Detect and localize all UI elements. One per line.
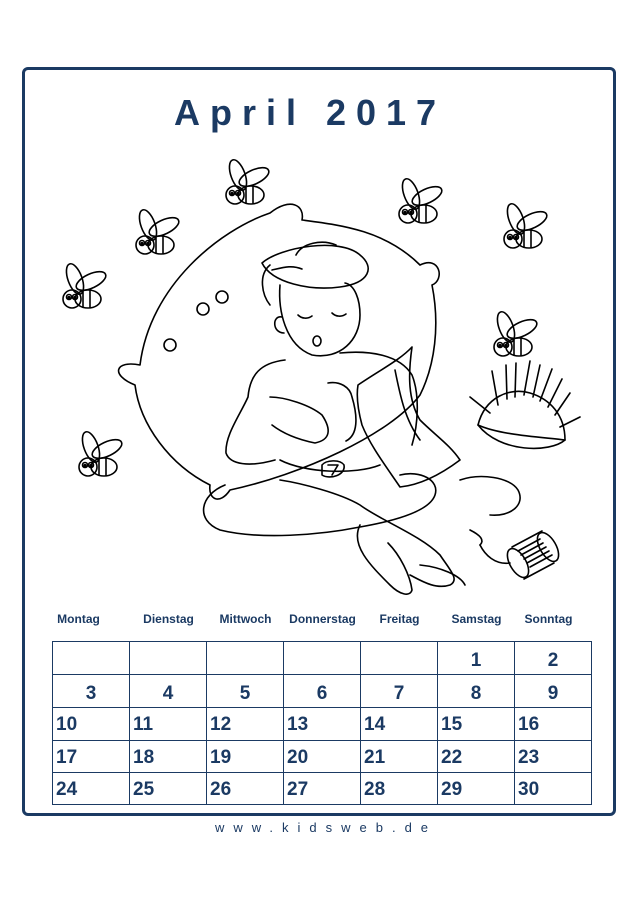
calendar-day-cell: [360, 772, 437, 805]
day-number: 24: [56, 779, 78, 800]
bee-icon: [226, 158, 272, 204]
calendar-day-cell: [437, 707, 514, 740]
day-number: 23: [518, 747, 540, 768]
day-number: 11: [133, 714, 154, 735]
bee-icon: [79, 430, 125, 476]
calendar-day-cell: [283, 772, 360, 805]
day-number: 28: [364, 779, 386, 800]
calendar-day-cell: [514, 772, 592, 805]
day-number: 29: [441, 779, 463, 800]
day-number: 17: [56, 747, 78, 768]
calendar-day-cell: [283, 740, 360, 772]
day-number: 14: [364, 714, 386, 735]
calendar-day-cell: [514, 674, 592, 707]
day-number: 9: [547, 683, 559, 704]
day-number: 5: [239, 683, 251, 704]
day-number: 19: [210, 747, 232, 768]
bee-icon: [399, 177, 445, 223]
calendar-day-cell: [206, 674, 283, 707]
page-title: April 2017: [173, 92, 447, 133]
day-number: 12: [210, 714, 232, 735]
bee-icon: [504, 202, 550, 248]
day-number: 10: [56, 714, 78, 735]
calendar-day-cell: [437, 641, 514, 674]
day-number: 6: [316, 683, 328, 704]
bee-icon: [494, 310, 540, 356]
calendar-day-cell: [437, 772, 514, 805]
website-footer: www.kidsweb.de: [214, 820, 438, 835]
weekday-label: Samstag: [451, 612, 502, 626]
calendar-day-cell: [52, 772, 129, 805]
weekday-label: Mittwoch: [219, 612, 272, 626]
calendar-grid: [52, 641, 592, 805]
day-number: 16: [518, 714, 540, 735]
weekday-label: Sonntag: [524, 612, 573, 626]
calendar-day-cell: [52, 740, 129, 772]
day-number: 25: [133, 779, 155, 800]
calendar-day-cell: [437, 740, 514, 772]
pincushion-icon: [470, 361, 580, 448]
calendar-day-cell: [514, 641, 592, 674]
day-number: 7: [393, 683, 405, 704]
day-number: 13: [287, 714, 309, 735]
calendar-day-cell: [129, 740, 206, 772]
calendar-day-cell: [52, 674, 129, 707]
calendar-day-cell: [360, 707, 437, 740]
day-number: 1: [470, 650, 482, 671]
day-number: 8: [470, 683, 482, 704]
bee-icon: [63, 262, 109, 308]
day-number: 20: [287, 747, 309, 768]
calendar-day-cell: [206, 707, 283, 740]
coloring-illustration: [40, 135, 600, 605]
sleeping-boy-illustration: [204, 242, 521, 594]
day-number: 4: [162, 683, 174, 704]
day-number: 27: [287, 779, 309, 800]
day-number: 21: [364, 747, 386, 768]
pillow-icon: [119, 204, 440, 499]
weekday-label: Donnerstag: [289, 612, 356, 626]
weekday-label: Montag: [57, 612, 100, 626]
calendar-day-cell: [206, 740, 283, 772]
weekday-header-row: [52, 612, 592, 632]
calendar-day-cell: [360, 641, 437, 674]
thread-spool-icon: [470, 529, 563, 581]
calendar-day-cell: [129, 641, 206, 674]
day-number: 2: [547, 650, 559, 671]
bee-icon: [136, 208, 182, 254]
calendar-day-cell: [129, 674, 206, 707]
calendar-day-cell: [283, 674, 360, 707]
calendar-day-cell: [514, 740, 592, 772]
day-number: 30: [518, 779, 540, 800]
day-number: 15: [441, 714, 463, 735]
calendar-day-cell: [129, 707, 206, 740]
calendar-day-cell: [437, 674, 514, 707]
calendar-day-cell: [52, 641, 129, 674]
day-number: 22: [441, 747, 463, 768]
weekday-label: Dienstag: [143, 612, 194, 626]
calendar-day-cell: [360, 740, 437, 772]
calendar-day-cell: [514, 707, 592, 740]
calendar-day-cell: [360, 674, 437, 707]
calendar-day-cell: [206, 641, 283, 674]
weekday-label: Freitag: [379, 612, 420, 626]
calendar-day-cell: [129, 772, 206, 805]
calendar-day-cell: [283, 641, 360, 674]
calendar-day-cell: [52, 707, 129, 740]
calendar-day-cell: [283, 707, 360, 740]
day-number: 18: [133, 747, 155, 768]
day-number: 26: [210, 779, 232, 800]
calendar-day-cell: [206, 772, 283, 805]
day-number: 3: [85, 683, 97, 704]
